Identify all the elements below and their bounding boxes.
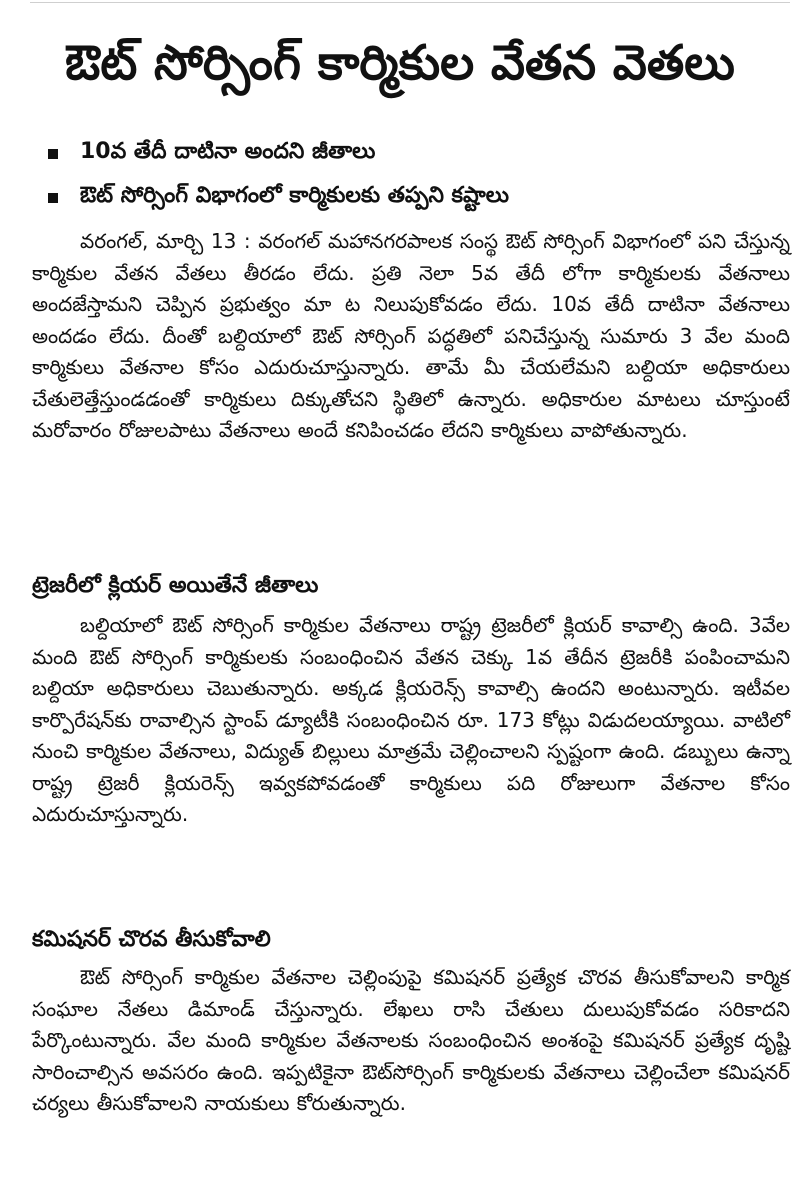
bullet-item — [48, 176, 788, 220]
bullet-text: 10వ తేదీ దాటినా అందని జీతాలు — [80, 139, 376, 164]
commissioner-section — [32, 962, 790, 1120]
square-bullet-icon — [48, 149, 58, 159]
treasury-paragraph: బల్దియాలో ఔట్ సోర్సింగ్ కార్మికుల వేతనాలు రాష్ట్ర ట్రెజరీలో క్లియర్ కావాల్సి ఉంది. 3వేల మంది ఔట్ సోర్సింగ్ కార్మికులకు సంబంధించిన వేతన చెక్కు 1వ తేదీన ట్రెజరీకి పంపించామని బల్దియా అధికారులు చెబుతున్నారు. అక్కడ క్లియరెన్స్ కావాల్సి ఉందని అంటున్నారు. ఇటీవల కార్పొరేషన్‌కు రావాల్సిన స్టాంప్ డ్యూటీకి సంబంధించిన రూ. 173 కోట్లు విడుదలయ్యాయి. వాటిలో నుంచి కార్మికుల వేతనాలు, విద్యుత్ బిల్లులు మాత్రమే చెల్లించాలని స్పష్టంగా ఉంది. డబ్బులు ఉన్నా రాష్ట్ర ట్రెజరీ క్లియరెన్స్ ఇవ్వకపోవడంతో కార్మికులు పది రోజులుగా వేతనాల కోసం ఎదురుచూస్తున్నారు. — [32, 613, 790, 826]
commissioner-subhead-block — [32, 922, 790, 958]
summary-bullets — [48, 132, 788, 220]
treasury-section — [32, 610, 790, 831]
intro-paragraph: వరంగల్, మార్చి 13 : వరంగల్ మహానగరపాలక సంస్థ ఔట్ సోర్సింగ్ విభాగంలో పని చేస్తున్న కార్మికుల వేతన వేతలు తీరడం లేదు. ప్రతి నెలా 5వ తేదీ లోగా కార్మికులకు వేతనాలు అందజేస్తామని చెప్పిన ప్రభుత్వం మా ట నిలుపుకోవడం లేదు. 10వ తేదీ దాటినా వేతనాలు అందడం లేదు. దీంతో బల్దియాలో ఔట్ సోర్సింగ్ పద్ధతిలో పనిచేస్తున్న సుమారు 3 వేల మంది కార్మికులు వేతనాల కోసం ఎదురుచూస్తున్నారు. తామే మీ చేయలేమని బల్దియా అధికారులు చేతులెత్తేస్తుండడంతో కార్మికులు దిక్కుతోచని స్థితిలో ఉన్నారు. అధికారుల మాటలు చూస్తుంటే మరోవారం రోజులపాటు వేతనాలు అందే కనిపించడం లేదని కార్మికులు వాపోతున్నారు. — [32, 229, 790, 442]
bullet-text: ఔట్ సోర్సింగ్ విభాగంలో కార్మికులకు తప్పని కష్టాలు — [80, 183, 509, 208]
top-divider — [30, 2, 790, 3]
bullet-item — [48, 132, 788, 176]
intro-section — [32, 226, 790, 447]
treasury-subhead-block — [32, 568, 790, 604]
square-bullet-icon — [48, 193, 58, 203]
treasury-subhead: ట్రెజరీలో క్లియర్ అయితేనే జీతాలు — [32, 573, 319, 598]
commissioner-paragraph: ఔట్ సోర్సింగ్ కార్మికుల వేతనాల చెల్లింపుపై కమిషనర్ ప్రత్యేక చొరవ తీసుకోవాలని కార్మిక సంఘాల నేతలు డిమాండ్ చేస్తున్నారు. లేఖలు రాసి చేతులు దులుపుకోవడం సరికాదని పేర్కొంటున్నారు. వేల మంది కార్మికుల వేతనాలకు సంబంధించిన అంశంపై కమిషనర్ ప్రత్యేక దృష్టి సారించాల్సిన అవసరం ఉంది. ఇప్పటికైనా ఔట్‌సోర్సింగ్ కార్మికులకు వేతనాలు చెల్లించేలా కమిషనర్ చర్యలు తీసుకోవాలని నాయకులు కోరుతున్నారు. — [32, 965, 790, 1115]
headline: ఔట్ సోర్సింగ్ కార్మికుల వేతన వెతలు — [65, 35, 735, 91]
commissioner-subhead: కమిషనర్ చొరవ తీసుకోవాలి — [32, 927, 271, 952]
